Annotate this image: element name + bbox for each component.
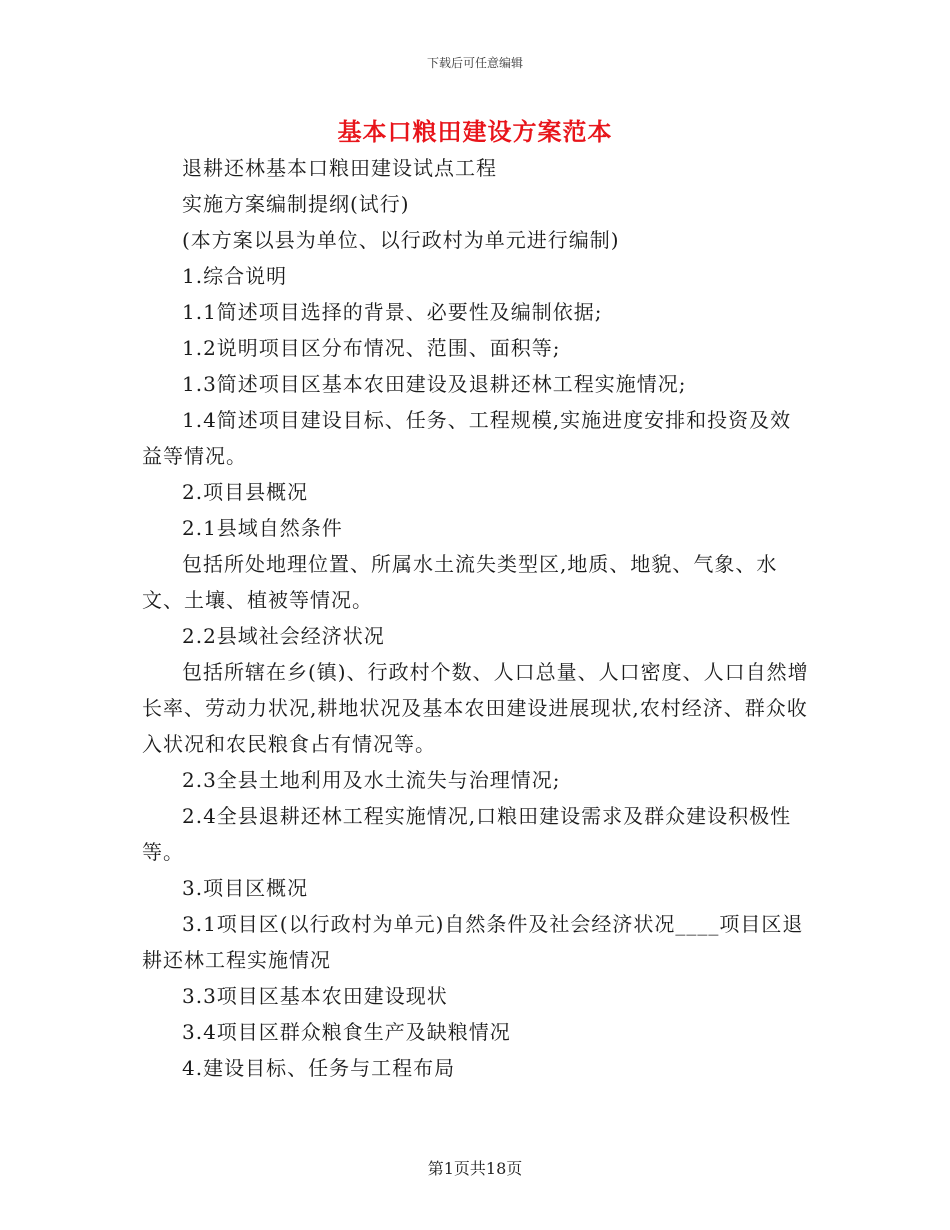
paragraph: 1.1简述项目选择的背景、必要性及编制依据; — [182, 300, 603, 324]
paragraph: 包括所辖在乡(镇)、行政村个数、人口总量、人口密度、人口自然增长率、劳动力状况,耕地状况及基本农田建设进展现状,农村经济、群众收入状况和农民粮食占有情况等。 — [142, 660, 809, 756]
paragraph: 实施方案编制提纲(试行) — [182, 192, 410, 216]
paragraph: 3.3项目区基本农田建设现状 — [182, 984, 448, 1008]
paragraph: 3.4项目区群众粮食生产及缺粮情况 — [182, 1020, 511, 1044]
paragraph: 包括所处地理位置、所属水土流失类型区,地质、地貌、气象、水文、土壤、植被等情况。 — [142, 552, 778, 612]
paragraph: 1.3简述项目区基本农田建设及退耕还林工程实施情况; — [182, 372, 687, 396]
section-heading: 1.综合说明 — [182, 264, 288, 288]
page-number: 第1页共18页 — [427, 1159, 523, 1178]
paragraph: 退耕还林基本口粮田建设试点工程 — [182, 156, 497, 180]
section-heading: 4.建设目标、任务与工程布局 — [182, 1056, 456, 1080]
paragraph: 2.4全县退耕还林工程实施情况,口粮田建设需求及群众建设积极性等。 — [142, 804, 792, 864]
paragraph: 2.1县域自然条件 — [182, 516, 343, 540]
paragraph: 1.4简述项目建设目标、任务、工程规模,实施进度安排和投资及效益等情况。 — [142, 408, 792, 468]
paragraph: 2.3全县土地利用及水土流失与治理情况; — [182, 768, 561, 792]
document-title: 基本口粮田建设方案范本 — [337, 117, 613, 146]
section-heading: 2.项目县概况 — [182, 480, 309, 504]
header-note: 下载后可任意编辑 — [426, 56, 523, 70]
section-heading: 3.项目区概况 — [182, 876, 309, 900]
paragraph: 3.1项目区(以行政村为单元)自然条件及社会经济状况____项目区退耕还林工程实施情况 — [142, 912, 804, 972]
paragraph: 1.2说明项目区分布情况、范围、面积等; — [182, 336, 561, 360]
paragraph: 2.2县域社会经济状况 — [182, 624, 385, 648]
paragraph: (本方案以县为单位、以行政村为单元进行编制) — [182, 228, 620, 252]
document-body — [142, 150, 812, 1086]
